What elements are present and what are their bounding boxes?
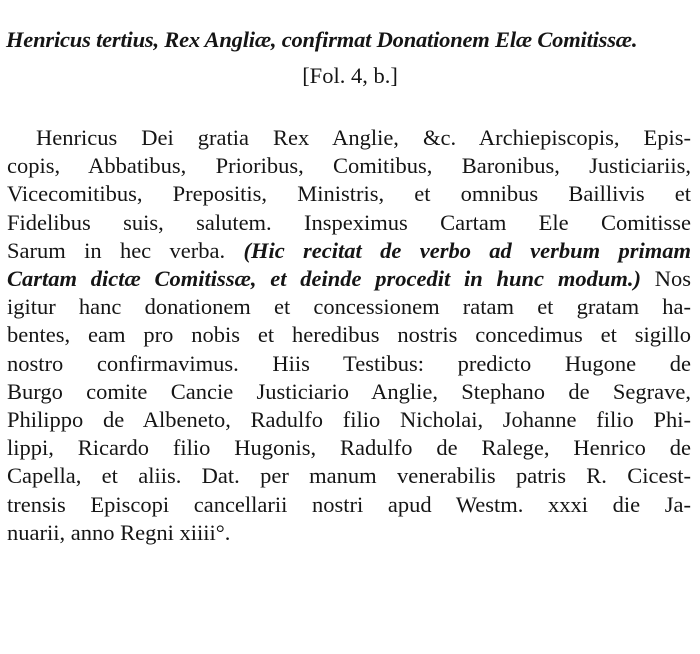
text-line (7, 519, 691, 547)
text-line (7, 462, 691, 490)
text-segment: bentes, eam pro nobis et heredibus nostris concedimus et sigillo (7, 322, 691, 348)
text-segment: igitur hanc donationem et concessionem ratam et gratam ha- (7, 294, 691, 320)
text-line (7, 321, 691, 349)
text-segment: lippi, Ricardo filio Hugonis, Radulfo de Ralege, Henrico de (7, 435, 691, 461)
text-segment: Sarum in hec verba. (7, 237, 244, 263)
text-segment: nostro confirmavimus. Hiis Testibus: predicto Hugone de (7, 350, 691, 376)
text-line (7, 491, 691, 519)
text-segment: copis, Abbatibus, Prioribus, Comitibus, Baronibus, Justiciariis, (7, 153, 691, 179)
text-line (7, 237, 691, 265)
text-line (7, 180, 691, 208)
text-segment: Henricus Dei gratia Rex Anglie, &c. Archiepiscopis, Epis- (36, 125, 691, 150)
text-line (7, 265, 691, 293)
editorial-note: (Hic recitat de verbo ad verbum primam (243, 237, 692, 263)
text-segment: Capella, et aliis. Dat. per manum venerabilis patris R. Cicest- (7, 463, 691, 489)
text-line (7, 434, 691, 462)
text-line (36, 124, 691, 152)
text-segment: Burgo comite Cancie Justiciario Anglie, Stephano de Segrave, (7, 378, 691, 404)
text-line (7, 406, 691, 434)
text-segment: trensis Episcopi cancellarii nostri apud Westm. xxxi die Ja- (7, 491, 691, 517)
text-segment: Philippo de Albeneto, Radulfo filio Nicholai, Johanne filio Phi- (7, 407, 691, 432)
text-line (7, 293, 691, 321)
text-segment: Nos (640, 266, 691, 291)
text-segment: Vicecomitibus, Prepositis, Ministris, et omnibus Baillivis et (7, 181, 691, 207)
text-segment: nuarii, anno Regni xiiii°. (7, 519, 231, 545)
text-line (7, 378, 691, 406)
document-heading: Henricus tertius, Rex Angliæ, confirmat Donationem Elæ Comitissæ. (6, 27, 638, 52)
folio-reference: [Fol. 4, b.] (302, 63, 398, 88)
text-line (7, 152, 691, 180)
text-segment: Fidelibus suis, salutem. Inspeximus Cartam Ele Comitisse (7, 209, 691, 235)
editorial-note: Cartam dictæ Comitissæ, et deinde procedit in hunc modum.) (7, 266, 641, 291)
text-line (7, 350, 691, 378)
text-line (7, 209, 691, 237)
